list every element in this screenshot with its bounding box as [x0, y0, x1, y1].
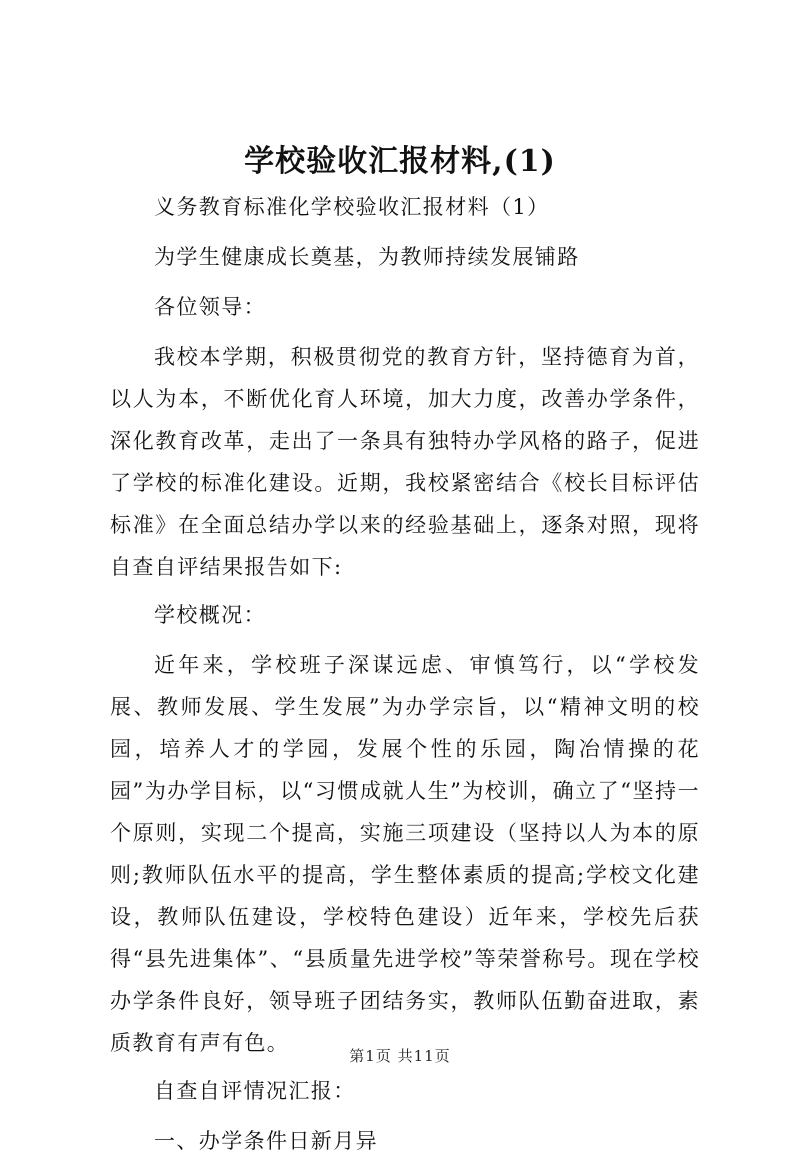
slogan-paragraph: 为学生健康成长奠基，为教师持续发展铺路: [154, 245, 580, 269]
page-indicator: 第1页 共11页: [349, 1047, 451, 1065]
section-heading-self-review: 自查自评情况汇报：: [154, 1079, 356, 1103]
subtitle-paragraph: 义务教育标准化学校验收汇报材料（1）: [154, 195, 550, 219]
overview-paragraph: 近年来，学校班子深谋远虑、审慎笃行，以“学校发展、教师发展、学生发展”为办学宗旨，以“精神文明的校园，培养人才的学园，发展个性的乐园，陶冶情操的花园”为办学目标，以“习惯成就人生”为校训，确立了“坚持一个原则，实现二个提高，实施三项建设（坚持以人为本的原则;教师队伍水平的提高，学生整体素质的提高;学校文化建设，教师队伍建设，学校特色建设）近年来，学校先后获得“县先进集体”、“县质量先进学校”等荣誉称号。现在学校办学条件良好，领导班子团结务实，教师队伍勤奋进取，素质教育有声有色。: [110, 653, 700, 1055]
intro-paragraph: 我校本学期，积极贯彻党的教育方针，坚持德育为首，以人为本，不断优化育人环境，加大力度，改善办学条件，深化教育改革，走出了一条具有独特办学风格的路子，促进了学校的标准化建设。近期，我校紧密结合《校长目标评估标准》在全面总结办学以来的经验基础上，逐条对照，现将自查自评结果报告如下:: [110, 345, 700, 579]
document-body: [110, 186, 700, 1170]
section-heading-overview: 学校概况：: [154, 603, 266, 627]
section-heading-conditions: 一、办学条件日新月异: [154, 1129, 378, 1153]
salutation-paragraph: 各位领导：: [154, 295, 266, 319]
document-title: 学校验收汇报材料,(1): [244, 144, 556, 179]
